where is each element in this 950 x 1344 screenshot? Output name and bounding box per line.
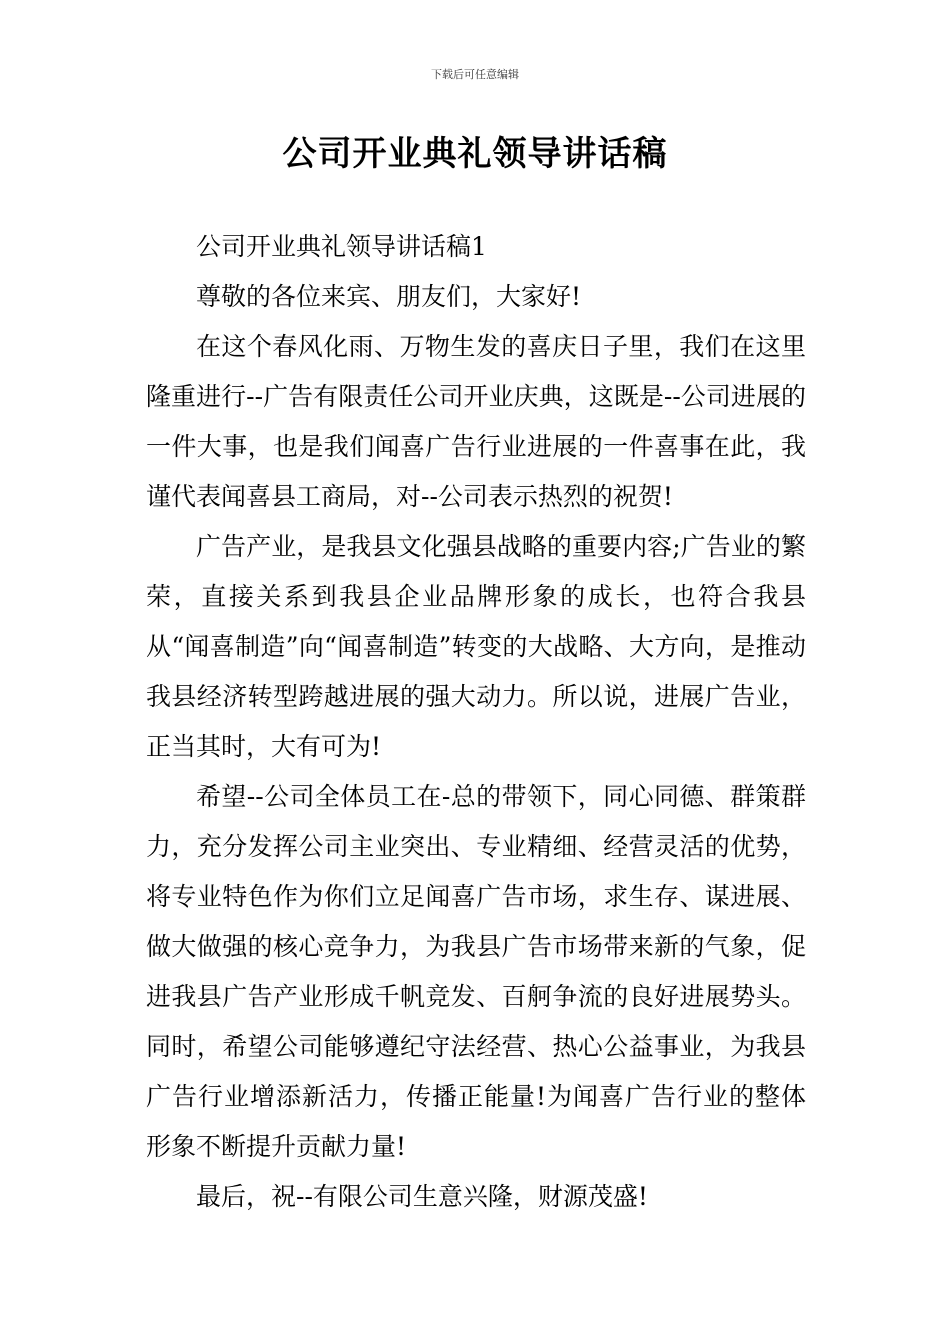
paragraph-subtitle: 公司开业典礼领导讲话稿1	[196, 232, 487, 261]
paragraph-greeting: 尊敬的各位来宾、朋友们，大家好!	[196, 282, 582, 311]
header-note: 下载后可任意编辑	[431, 68, 519, 81]
paragraph: 在这个春风化雨、万物生发的喜庆日子里，我们在这里隆重进行--广告有限责任公司开业庆典，这既是--公司进展的一件大事，也是我们闻喜广告行业进展的一件喜事在此，我谨代表闻喜县工商局，对--公司表示热烈的祝贺!	[146, 332, 806, 511]
document-body	[146, 222, 806, 1222]
paragraph-closing: 最后，祝--有限公司生意兴隆，财源茂盛!	[196, 1182, 648, 1211]
paragraph: 希望--公司全体员工在-总的带领下，同心同德、群策群力，充分发挥公司主业突出、专业精细、经营灵活的优势，将专业特色作为你们立足闻喜广告市场，求生存、谋进展、做大做强的核心竞争力，为我县广告市场带来新的气象，促进我县广告产业形成千帆竞发、百舸争流的良好进展势头。同时，希望公司能够遵纪守法经营、热心公益事业，为我县广告行业增添新活力，传播正能量!为闻喜广告行业的整体形象不断提升贡献力量!	[146, 782, 806, 1161]
paragraph: 广告产业，是我县文化强县战略的重要内容;广告业的繁荣，直接关系到我县企业品牌形象的成长，也符合我县从“闻喜制造”向“闻喜制造”转变的大战略、大方向，是推动我县经济转型跨越进展的强大动力。所以说，进展广告业，正当其时，大有可为!	[146, 532, 806, 761]
page-title: 公司开业典礼领导讲话稿	[282, 134, 668, 174]
